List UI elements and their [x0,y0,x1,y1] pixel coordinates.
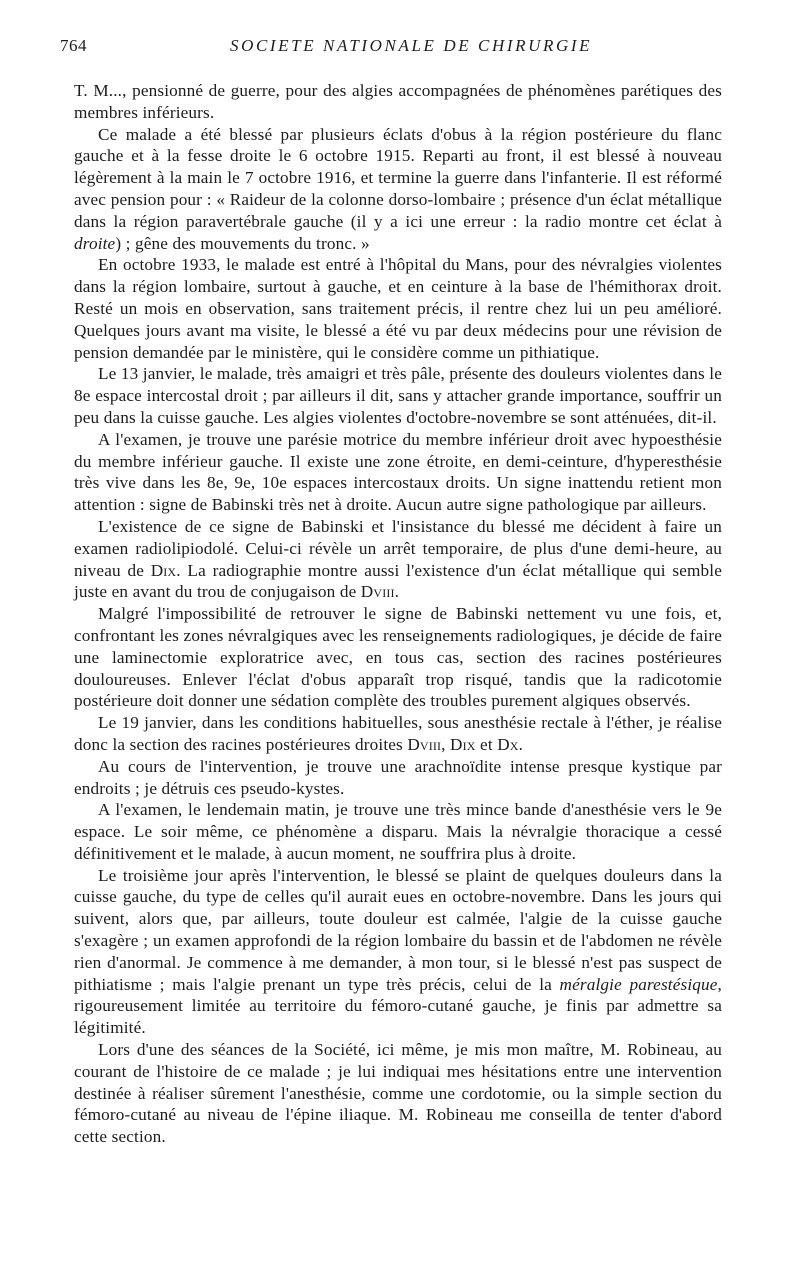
paragraph [74,865,722,1039]
vertebra-subscript: ix [462,734,476,754]
paragraph [74,429,722,516]
paragraph [74,80,722,124]
paragraph [74,516,722,603]
paragraph-text: Le troisième jour après l'intervention, le blessé se plaint de quelques douleurs dans la cuisse gauche, du type de celles qu'il aurait eues en octobre-novembre. Dans les jours qui suivent, alors que, par ailleurs, toute douleur est calmée, l'algie de la cuisse gauche s'exagère ; un examen approfondi de la région lombaire du bassin et de l'abdomen ne révèle rien d'anormal. Je commence à me demander, à mon tour, si le blessé n'est pas suspect de pithiatisme ; mais l'algie prenant un type très précis, celui de la [74,865,722,994]
article-body [74,80,722,1148]
page-number: 764 [60,36,87,55]
paragraph-text: L'existence de ce signe de Babinski et l'insistance du blessé me décident à faire un examen radiolipiodolé. Celui-ci révèle un arrêt temporaire, de plus d'une demi-heure, au niveau de D [74,516,722,580]
paragraph-text: ) ; gêne des mouvements du tronc. » [115,233,370,253]
paragraph-text: . [518,734,524,754]
vertebra-subscript: ix [163,560,177,580]
paragraph-text: et D [475,734,510,754]
paragraph [74,124,722,255]
paragraph-text: Ce malade a été blessé par plusieurs éclats d'obus à la région postérieure du flanc gauche et à la fesse droite le 6 octobre 1915. Reparti au front, il est blessé à nouveau légèrement à la main le 7 octobre 1916, et termine la guerre dans l'infanterie. Il est réformé avec pension pour : « Raideur de la colonne dorso-lombaire ; présence d'un éclat métallique dans la région paravertébrale gauche (il y a ici une erreur : la radio montre cet éclat à [74,124,722,231]
running-title: SOCIETE NATIONALE DE CHIRURGIE [230,36,593,55]
paragraph-text: Lors d'une des séances de la Société, ici même, je mis mon maître, M. Robineau, au courant de l'histoire de ce malade ; je lui indiquai mes hésitations entre une intervention destinée à réaliser sûrement l'anesthésie, comme une cordotomie, ou la simple section du fémoro-cutané au niveau de l'épine iliaque. M. Robineau me conseilla de tenter d'abord cette section. [74,1040,722,1147]
paragraph [74,254,722,363]
italic-term: droite [74,233,116,253]
paragraph [74,363,722,428]
paragraph [74,603,722,712]
paragraph-text: En octobre 1933, le malade est entré à l'hôpital du Mans, pour des névralgies violentes dans la région lombaire, surtout à gauche, et en ceinture à la base de l'hémithorax droit. Resté un mois en observation, sans traitement précis, il rentre chez lui un peu amélioré. Quelques jours avant ma visite, le blessé a été vu par deux médecins pour une révision de pension demandée par le ministère, qui le considère comme un pithiatique. [74,255,722,362]
document-page [60,36,722,1148]
paragraph-text: A l'examen, le lendemain matin, je trouve une très mince bande d'anesthésie vers le 9e espace. Le soir même, ce phénomène a disparu. Mais la névralgie thoracique a cessé définitivement et le malade, à aucun moment, ne souffrira plus à droite. [74,800,722,863]
paragraph-text: Le 19 janvier, dans les conditions habituelles, sous anesthésie rectale à l'éther, je réalise donc la section des racines postérieures droites D [74,713,722,754]
italic-term: méralgie parestésique [559,974,718,994]
paragraph-text: , D [441,734,463,754]
page-header [60,36,722,60]
paragraph-text: . [394,582,400,602]
paragraph-text: Malgré l'impossibilité de retrouver le signe de Babinski nettement vu une fois, et, confrontant les zones névralgiques avec les renseignements radiologiques, je décide de faire une laminectomie exploratrice avec, en tous cas, section des racines postérieures douloureuses. Enlever l'éclat d'obus apparaît trop risqué, tandis que la radicotomie postérieure doit donner une sédation complète des troubles purement algiques observés. [74,604,722,711]
paragraph-text: T. M..., pensionné de guerre, pour des algies accompagnées de phénomènes parétiques des membres inférieurs. [74,81,722,122]
paragraph-text: . La radiographie montre aussi l'existence d'un éclat métallique qui semble juste en avant du trou de conjugaison de D [74,560,722,602]
paragraph-text: A l'examen, je trouve une parésie motrice du membre inférieur droit avec hypoesthésie du membre inférieur gauche. Il existe une zone étroite, en demi-ceinture, d'hyperesthésie très vive dans les 8e, 9e, 10e espaces intercostaux droits. Un signe inattendu retient mon attention : signe de Babinski très net à droite. Aucun autre signe pathologique par ailleurs. [74,429,722,515]
vertebra-subscript: viii [373,582,395,602]
vertebra-subscript: x [509,734,519,754]
paragraph-text: , rigoureusement limitée au territoire du fémoro-cutané gauche, je finis par admettre sa légitimité. [74,974,722,1038]
paragraph [74,799,722,864]
paragraph-text: Le 13 janvier, le malade, très amaigri et très pâle, présente des douleurs violentes dans le 8e espace intercostal droit ; par ailleurs il dit, sans y attacher grande importance, souffrir un peu dans la cuisse gauche. Les algies violentes d'octobre-novembre se sont atténuées, dit-il. [74,364,722,427]
paragraph [74,1039,722,1148]
paragraph [74,756,722,800]
paragraph [74,712,722,756]
vertebra-subscript: viii [419,734,442,754]
paragraph-text: Au cours de l'intervention, je trouve une arachnoïdite intense presque kystique par endroits ; je détruis ces pseudo-kystes. [74,756,722,798]
